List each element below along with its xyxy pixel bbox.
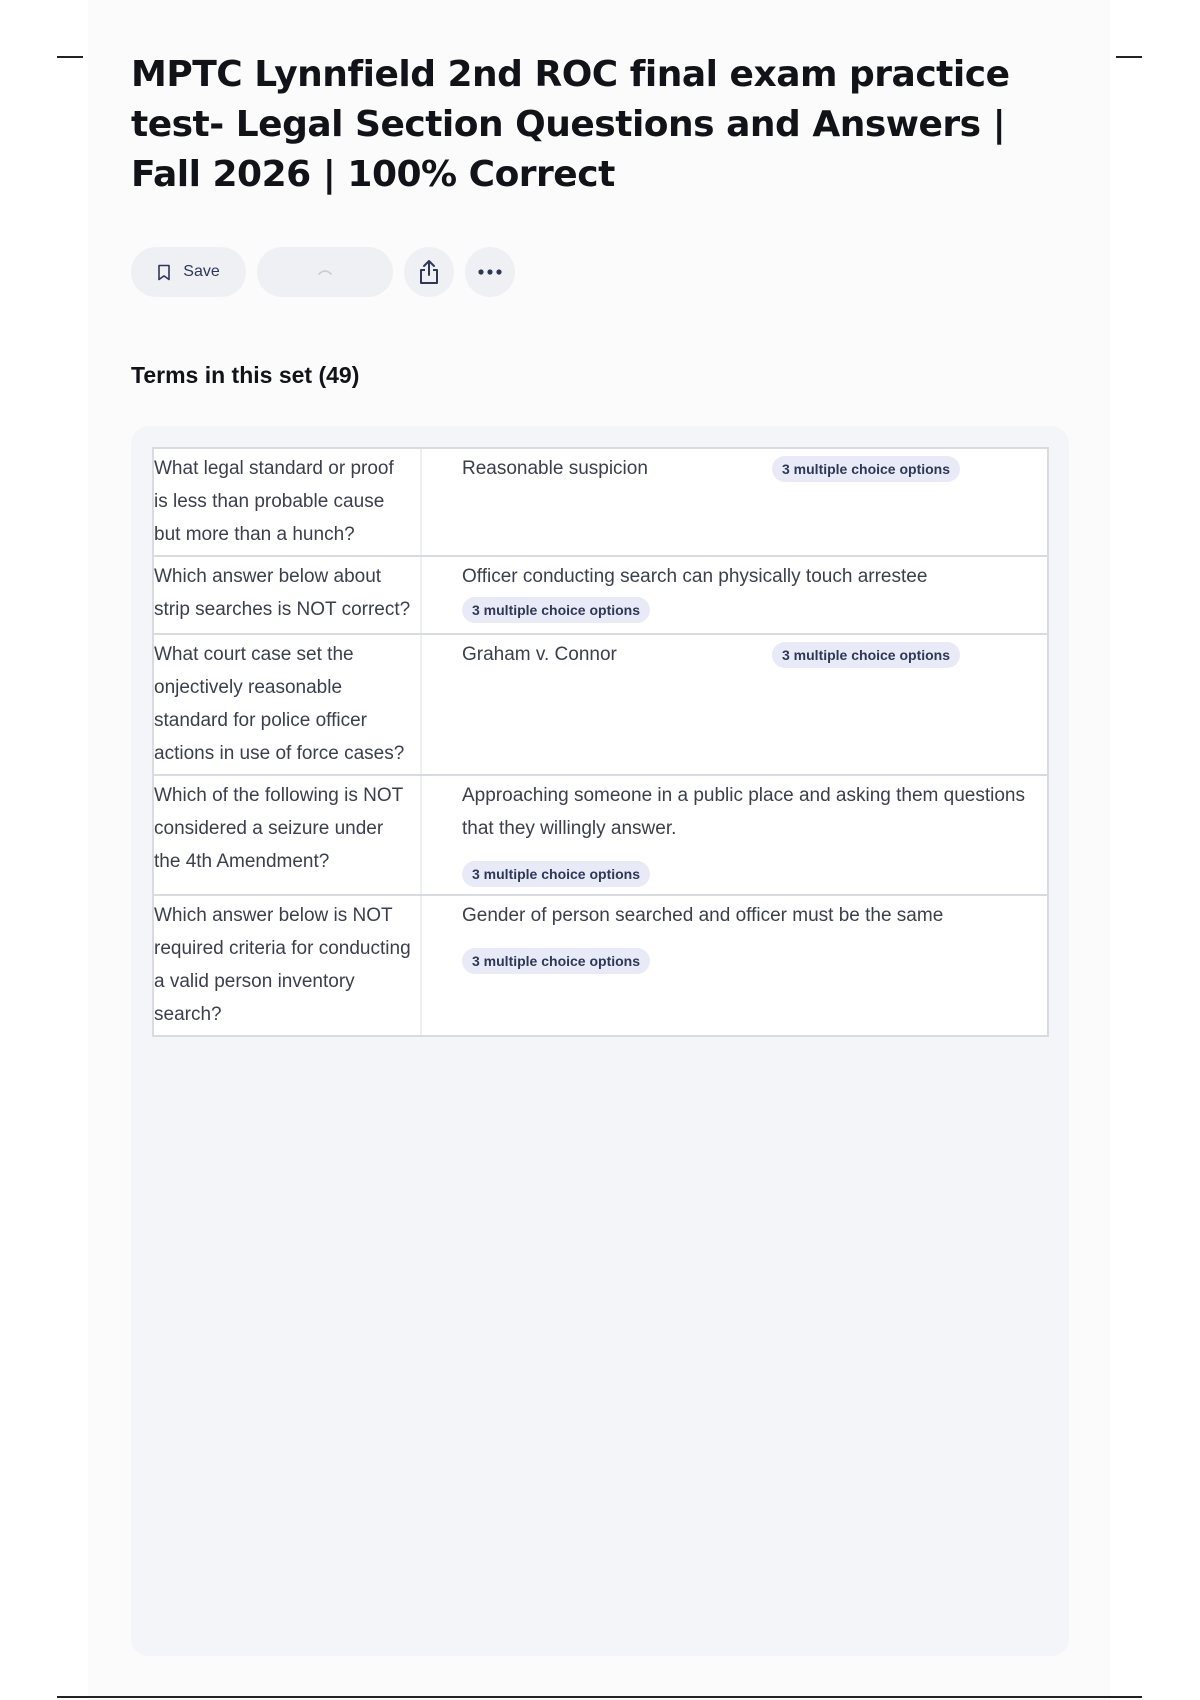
loading-icon bbox=[314, 267, 336, 277]
term-answer-cell bbox=[422, 776, 1047, 894]
term-question: Which of the following is NOT considered a seizure under the 4th Amendment? bbox=[154, 776, 422, 894]
multiple-choice-badge[interactable]: 3 multiple choice options bbox=[462, 948, 650, 974]
share-button[interactable] bbox=[404, 247, 454, 297]
multiple-choice-badge[interactable]: 3 multiple choice options bbox=[462, 597, 650, 623]
multiple-choice-badge[interactable]: 3 multiple choice options bbox=[772, 642, 960, 668]
term-question: What court case set the onjectively reasonable standard for police officer actions in use of force cases? bbox=[154, 635, 422, 774]
terms-heading: Terms in this set (49) bbox=[131, 362, 360, 388]
term-question: Which answer below is NOT required criteria for conducting a valid person inventory search? bbox=[154, 896, 422, 1035]
term-answer: Gender of person searched and officer must be the same bbox=[462, 905, 944, 926]
term-row[interactable] bbox=[154, 449, 1047, 557]
term-row[interactable] bbox=[154, 557, 1047, 635]
term-row[interactable] bbox=[154, 635, 1047, 776]
term-answer: Officer conducting search can physically touch arrestee bbox=[462, 566, 928, 587]
page-title: MPTC Lynnfield 2nd ROC final exam practice test- Legal Section Questions and Answers | Fall 2026 | 100% Correct bbox=[131, 54, 1010, 195]
multiple-choice-badge[interactable]: 3 multiple choice options bbox=[772, 456, 960, 482]
term-row[interactable] bbox=[154, 776, 1047, 896]
bookmark-icon bbox=[157, 264, 171, 281]
term-answer-cell bbox=[422, 896, 1047, 1035]
multiple-choice-badge[interactable]: 3 multiple choice options bbox=[462, 861, 650, 887]
save-button-label: Save bbox=[183, 263, 220, 280]
term-question: What legal standard or proof is less than probable cause but more than a hunch? bbox=[154, 449, 422, 555]
term-answer: Reasonable suspicion bbox=[462, 458, 648, 479]
corner-mark-right bbox=[1116, 56, 1142, 58]
corner-mark-left bbox=[57, 56, 83, 58]
term-answer: Graham v. Connor bbox=[462, 644, 617, 665]
term-answer-cell bbox=[422, 635, 1047, 774]
bottom-rule bbox=[57, 1696, 1142, 1698]
term-answer: Approaching someone in a public place and asking them questions that they willingly answer. bbox=[462, 785, 1025, 839]
terms-table bbox=[152, 447, 1049, 1037]
more-options-button[interactable] bbox=[465, 247, 515, 297]
term-row[interactable] bbox=[154, 896, 1047, 1035]
term-question: Which answer below about strip searches is NOT correct? bbox=[154, 557, 422, 633]
save-button[interactable] bbox=[131, 247, 246, 297]
term-answer-cell bbox=[422, 449, 1047, 555]
share-icon bbox=[418, 259, 440, 285]
study-button[interactable] bbox=[257, 247, 393, 297]
more-icon bbox=[477, 269, 503, 275]
term-answer-cell bbox=[422, 557, 1047, 633]
